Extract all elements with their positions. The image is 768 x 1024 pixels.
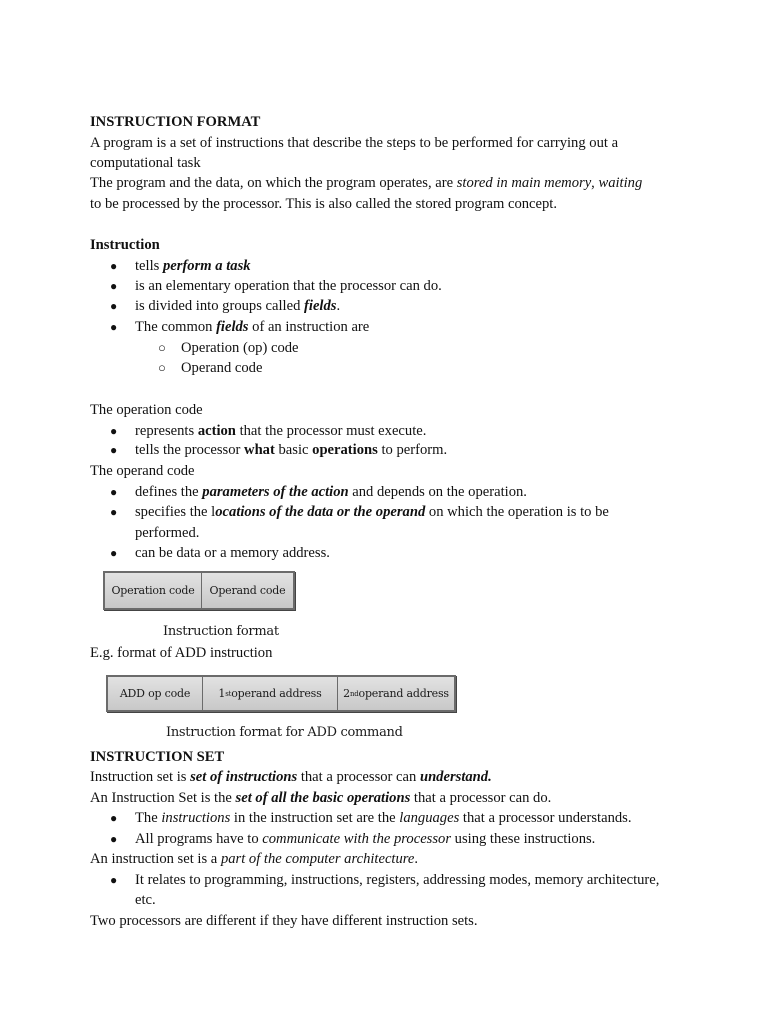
sub-list-item: Operand code bbox=[181, 360, 263, 376]
heading-instruction-format: INSTRUCTION FORMAT bbox=[90, 114, 261, 130]
heading-instruction-set: INSTRUCTION SET bbox=[90, 749, 225, 765]
operation-code-cell: Operation code bbox=[105, 573, 202, 608]
bullet-icon: ● bbox=[110, 259, 118, 273]
bullet-icon: ● bbox=[110, 811, 118, 825]
list-item: It relates to programming, instructions, registers, addressing modes, memory architecture, bbox=[135, 872, 660, 888]
paragraph-line: An Instruction Set is the set of all the basic operations that a processor can do. bbox=[90, 790, 552, 806]
paragraph-line: to be processed by the processor. This is also called the stored program concept. bbox=[90, 196, 558, 212]
paragraph-line: computational task bbox=[90, 155, 201, 171]
bullet-icon: ● bbox=[110, 505, 118, 519]
sub-list-item: Operation (op) code bbox=[181, 340, 299, 356]
bullet-icon: ● bbox=[110, 546, 118, 560]
bullet-icon: ● bbox=[110, 424, 118, 438]
list-item: is an elementary operation that the processor can do. bbox=[135, 278, 442, 294]
paragraph-line: Instruction set is set of instructions that a processor can understand. bbox=[90, 769, 492, 785]
bullet-icon: ● bbox=[110, 832, 118, 846]
list-item: can be data or a memory address. bbox=[135, 545, 330, 561]
bullet-icon: ● bbox=[110, 299, 118, 313]
heading-operand-code: The operand code bbox=[90, 463, 195, 479]
bullet-icon: ● bbox=[110, 443, 118, 457]
list-item: represents action that the processor must execute. bbox=[135, 423, 427, 439]
heading-operation-code: The operation code bbox=[90, 402, 203, 418]
bullet-icon: ● bbox=[110, 279, 118, 293]
heading-instruction: Instruction bbox=[90, 237, 160, 253]
list-item: The common fields of an instruction are bbox=[135, 319, 370, 335]
figure-caption: Instruction format for ADD command bbox=[166, 725, 403, 740]
example-line: E.g. format of ADD instruction bbox=[90, 645, 273, 661]
list-item-continuation: performed. bbox=[135, 525, 200, 541]
add-instruction-format-figure bbox=[106, 675, 456, 712]
instruction-format-figure bbox=[103, 571, 295, 610]
list-item: defines the parameters of the action and depends on the operation. bbox=[135, 484, 527, 500]
first-operand-address-cell: 1 st operand address bbox=[203, 677, 338, 710]
bullet-icon: ● bbox=[110, 320, 118, 334]
add-op-code-cell: ADD op code bbox=[108, 677, 203, 710]
list-item: The instructions in the instruction set are the languages that a processor understands. bbox=[135, 810, 632, 826]
list-item: specifies the locations of the data or the operand on which the operation is to be bbox=[135, 504, 609, 520]
figure-caption: Instruction format bbox=[163, 624, 279, 639]
sub-bullet-icon: ○ bbox=[158, 340, 166, 355]
paragraph-line: The program and the data, on which the program operates, are stored in main memory, waiting bbox=[90, 175, 643, 191]
second-operand-address-cell: 2 nd operand address bbox=[338, 677, 454, 710]
list-item: tells the processor what basic operations to perform. bbox=[135, 442, 448, 458]
sub-bullet-icon: ○ bbox=[158, 360, 166, 375]
operand-code-cell: Operand code bbox=[202, 573, 293, 608]
list-item: All programs have to communicate with the processor using these instructions. bbox=[135, 831, 596, 847]
paragraph-line: An instruction set is a part of the computer architecture. bbox=[90, 851, 419, 867]
list-item-continuation: etc. bbox=[135, 892, 156, 908]
list-item: tells perform a task bbox=[135, 258, 251, 274]
paragraph-line: Two processors are different if they have different instruction sets. bbox=[90, 913, 478, 929]
bullet-icon: ● bbox=[110, 873, 118, 887]
list-item: is divided into groups called fields. bbox=[135, 298, 341, 314]
bullet-icon: ● bbox=[110, 485, 118, 499]
paragraph-line: A program is a set of instructions that describe the steps to be performed for carrying out a bbox=[90, 135, 619, 151]
